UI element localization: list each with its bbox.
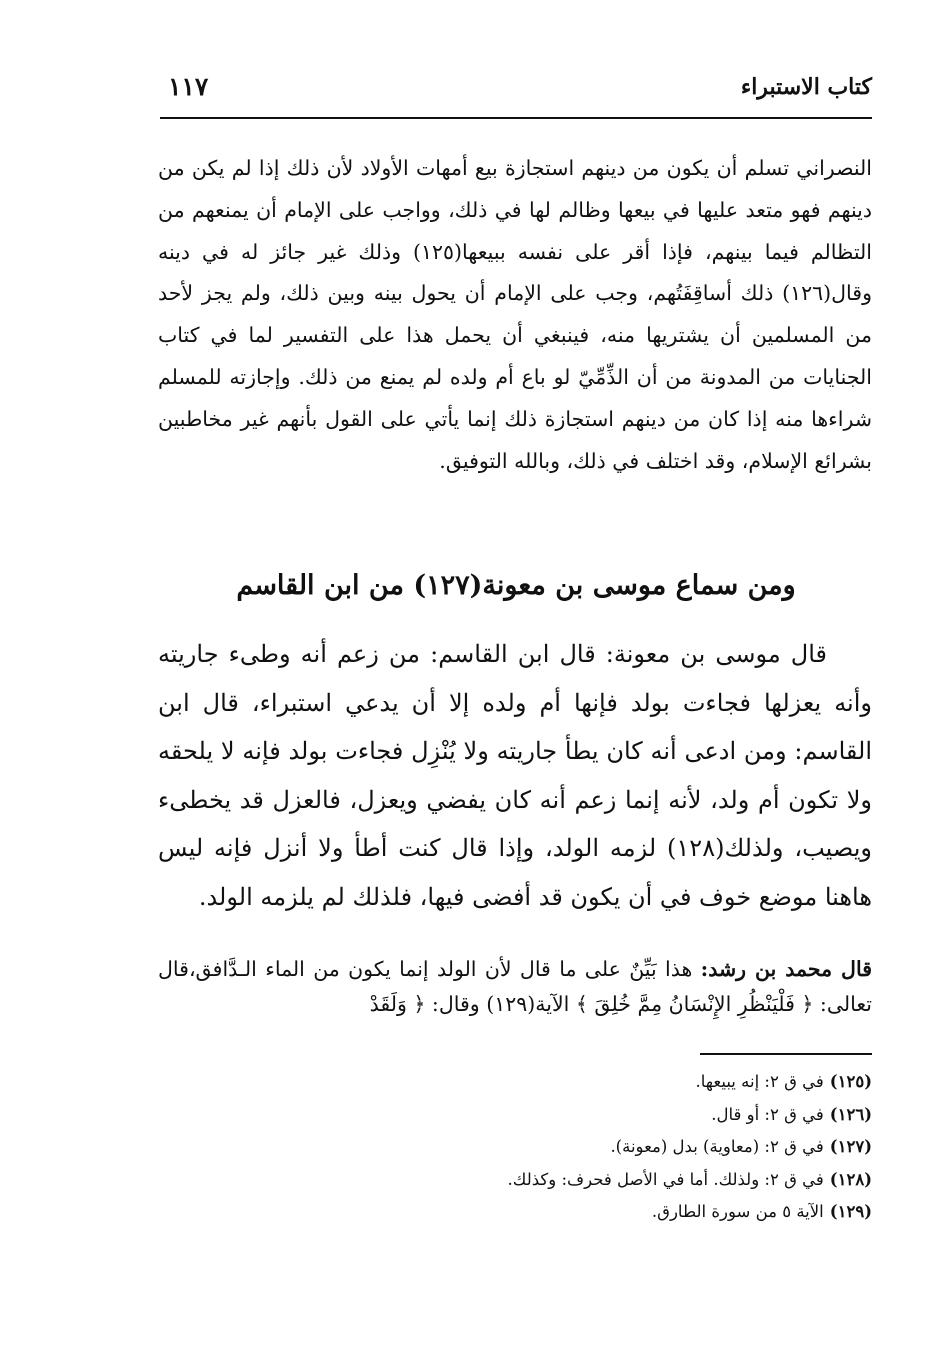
paragraph-2-text: قال موسى بن معونة: قال ابن القاسم: من زعم أنه وطىء جاريته وأنه يعزلها فجاءت بولد فإنها أم ولده إلا أن يدعي استبراء، قال ابن القاسم: ومن ادعى أنه كان يطأ جاريته ولا يُنْزِل فجاءت بولد فإنه لا يلحقه ولا تكون أم ولد، لأنه إنما زعم أنه كان يفضي ويعزل، فالعزل قد يخطىء ويصيب، ولذلك(١٢٨) لزمه الولد، وإذا قال كنت أطأ ولا أنزل فإنه ليس هاهنا موضع خوف في أن يكون قد أفضى فيها، فلذلك لم يلزمه الولد. [158,640,872,911]
footnote-text: في ق ٢: إنه يبيعها. [695,1072,824,1091]
footnote-divider [700,1053,872,1055]
section-heading: ومن سماع موسى بن معونة(١٢٧) من ابن القاسم [236,570,796,601]
footnote-item [160,1066,872,1099]
footnotes [160,1066,872,1229]
footnote-item [160,1196,872,1229]
paragraph-3 [158,952,872,1022]
paragraph-2 [158,630,872,921]
footnote-number: (١٢٩) [829,1202,872,1221]
page-number: ١١٧ [168,72,209,101]
footnote-number: (١٢٦) [829,1104,872,1124]
footnote-number: (١٢٨) [829,1169,872,1189]
footnote-text: في ق ٢: (معاوية) بدل (معونة). [610,1137,824,1156]
footnote-text: في ق ٢: ولذلك. أما في الأصل فحرف: وكذلك. [507,1169,824,1189]
footnote-number: (١٢٧) [829,1137,872,1156]
paragraph-3-text: هذا بَيِّنٌ على ما قال لأن الولد إنما يكون من الماء الـدَّافق،قال تعالى: ﴿ فَلْيَنْظُرِ الإِنْسَانُ مِمَّ خُلِقَ ﴾ الآية(١٢٩) وقال: ﴿ وَلَقَدْ [158,957,872,1016]
footnote-item [160,1164,872,1197]
footnote-item [160,1131,872,1164]
paragraph-1: النصراني تسلم أن يكون من دينهم استجازة بيع أمهات الأولاد لأن ذلك إذا لم يكن من دينهم فهو متعد عليها في بيعها وظالم لها في ذلك، وواجب على الإمام أن يمنعهم من التظالم فيما بينهم، فإذا أقر على نفسه ببيعها(١٢٥) وذلك غير جائز له في دينه وقال(١٢٦) ذلك أساقِفَتُهم، وجب على الإمام أن يحول بينه وبين ذلك، ولم يجز لأحد من المسلمين أن يشتريها منه، فينبغي أن يحمل هذا على التفسير لما في كتاب الجنايات من المدونة من أن الذِّمِّيّ لو باع أم ولده لم يمنع من ذلك. وإجازته للمسلم شراءها منه إذا كان من دينهم استجازة ذلك إنما يأتي على القول بأنهم غير مخاطبين بشرائع الإسلام، وقد اختلف في ذلك، وبالله التوفيق. [158,156,872,473]
footnote-number: (١٢٥) [829,1072,872,1091]
running-title: كتاب الاستبراء [740,74,872,100]
page-header [160,68,872,112]
speaker-name: قال محمد بن رشد: [700,957,872,981]
footnote-text: الآية ٥ من سورة الطارق. [651,1202,824,1221]
header-divider [160,117,872,119]
footnote-item [160,1099,872,1132]
footnote-text: في ق ٢: أو قال. [711,1104,824,1124]
